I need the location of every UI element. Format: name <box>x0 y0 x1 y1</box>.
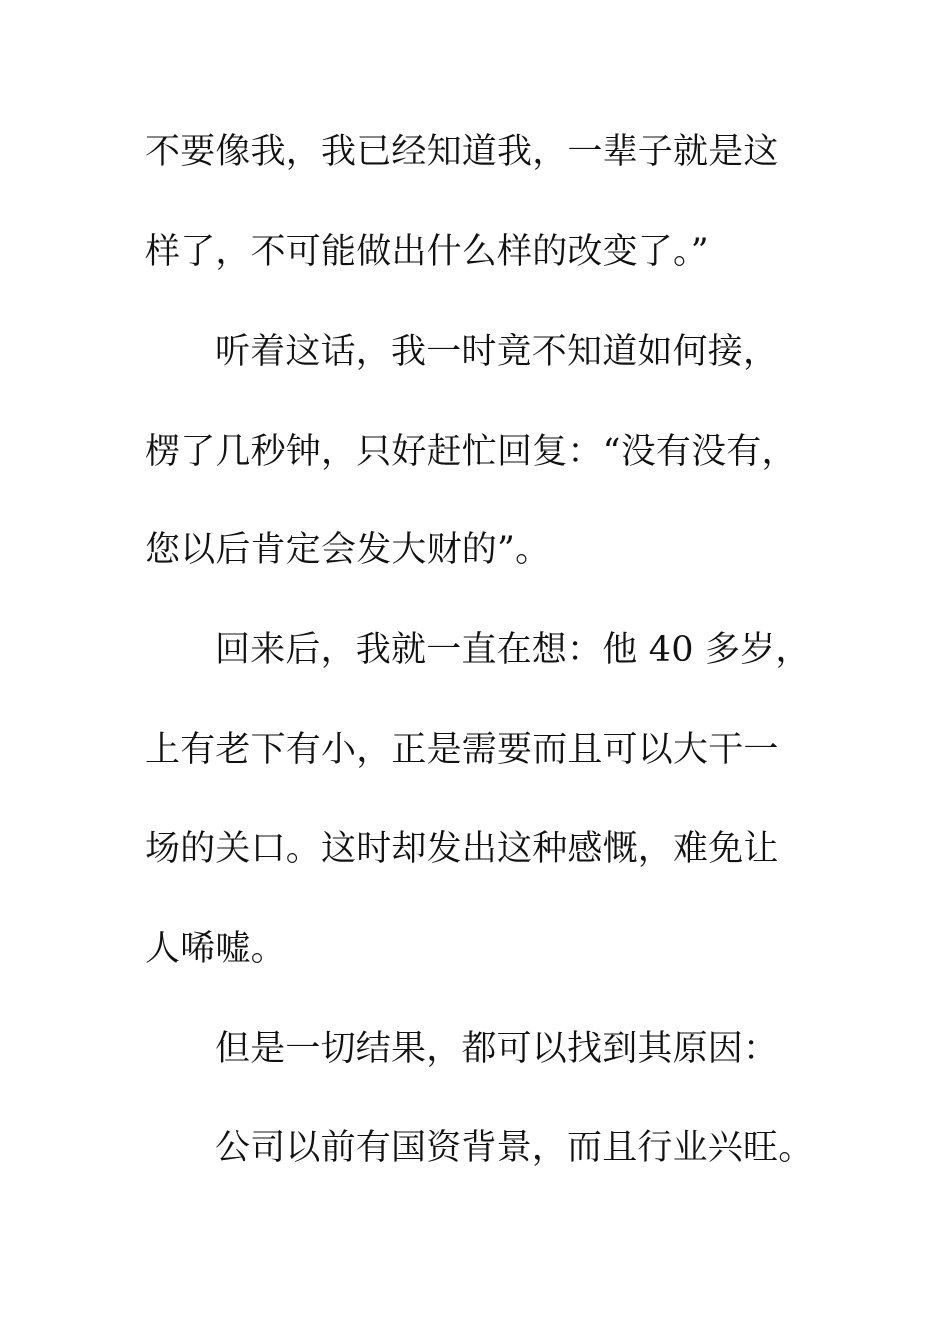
text-line-1: 不要像我，我已经知道我，一辈子就是这 <box>145 132 779 172</box>
text-line-6: 回来后，我就一直在想：他 40 多岁， <box>215 630 811 670</box>
text-line-5: 您以后肯定会发大财的”。 <box>145 530 551 570</box>
text-line-7: 上有老下有小，正是需要而且可以大干一 <box>145 730 779 770</box>
text-line-8: 场的关口。这时却发出这种感慨，难免让 <box>145 829 779 869</box>
text-line-10: 但是一切结果，都可以找到其原因： <box>215 1029 779 1069</box>
text-line-9: 人唏嘘。 <box>145 929 286 969</box>
text-line-11: 公司以前有国资背景，而且行业兴旺。 <box>215 1128 814 1168</box>
text-line-3: 听着这话，我一时竟不知道如何接， <box>215 332 779 372</box>
text-line-4: 楞了几秒钟，只好赶忙回复：“没有没有， <box>145 432 797 472</box>
text-line-2: 样了，不可能做出什么样的改变了。” <box>145 232 709 272</box>
